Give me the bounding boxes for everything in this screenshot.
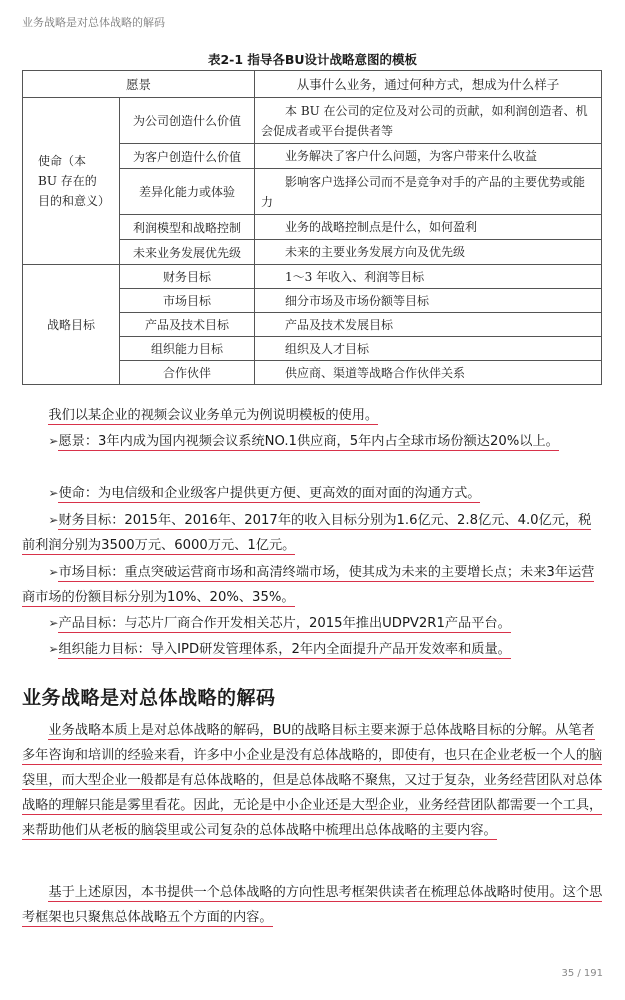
table-cell-desc xyxy=(255,144,602,169)
example-market xyxy=(22,560,604,610)
page-number: 35 / 191 xyxy=(561,968,603,979)
table-header-vision: 愿景 xyxy=(23,71,255,98)
mission-label: 使命（本 BU 存在的目的和意义） xyxy=(38,154,111,208)
table-cell-item: 利润模型和战略控制 xyxy=(120,215,255,240)
example-mission xyxy=(22,481,604,506)
section-paragraph-2 xyxy=(22,880,604,930)
table-cell-desc xyxy=(255,215,602,240)
table-cell-item: 产品及技术目标 xyxy=(120,313,255,337)
desc-text: 产品及技术发展目标 xyxy=(285,317,394,332)
bullet-icon: ➢ xyxy=(48,616,59,630)
bu-strategy-template-table xyxy=(22,70,602,385)
table-row xyxy=(23,265,602,289)
example-mission-text: 使命：为电信级和企业级客户提供更方便、更高效的面对面的沟通方式。 xyxy=(58,486,481,501)
table-cell-desc xyxy=(255,361,602,385)
table-row xyxy=(23,98,602,144)
section-paragraph-2-text: 基于上述原因，本书提供一个总体战略的方向性思考框架供读者在梳理总体战略时使用。这个思考框架也只聚焦总体战略五个方面的内容。 xyxy=(22,885,603,925)
example-vision-text: 愿景：3年内成为国内视频会议系统NO.1供应商，5年内占全球市场份额达20%以上。 xyxy=(58,434,559,449)
example-org xyxy=(22,637,604,662)
section-title: 业务战略是对总体战略的解码 xyxy=(22,687,276,709)
running-header: 业务战略是对总体战略的解码 xyxy=(22,16,165,29)
table-cell-item: 财务目标 xyxy=(120,265,255,289)
table-cell-desc xyxy=(255,169,602,215)
desc-text: 业务的战略控制点是什么，如何盈利 xyxy=(285,220,478,234)
mission-label-cell xyxy=(23,98,120,265)
bullet-icon: ➢ xyxy=(48,513,59,527)
bullet-icon: ➢ xyxy=(48,486,59,500)
section-paragraph-1-text: 业务战略本质上是对总体战略的解码，BU的战略目标主要来源于总体战略目标的分解。从笔者多年咨询和培训的经验来看，许多中小企业是没有总体战略的，即使有，也只在企业老板一个人的脑袋里，而大型企业一般都是有总体战略的，但是总体战略不聚焦，又过于复杂，业务经营团队对总体战略的理解只能是雾里看花。因此，无论是中小企业还是大型企业，业务经营团队都需要一个工具，来帮助他们从老板的脑袋里或公司复杂的总体战略中梳理出总体战略的主要内容。 xyxy=(22,723,603,838)
table-cell-item: 市场目标 xyxy=(120,289,255,313)
desc-text: 供应商、渠道等战略合作伙伴关系 xyxy=(285,365,466,380)
desc-text: 本 BU 在公司的定位及对公司的贡献，如利润创造者、机会促成者或平台提供者等 xyxy=(261,103,588,138)
table-cell-desc xyxy=(255,240,602,265)
table-cell-item: 为公司创造什么价值 xyxy=(120,98,255,144)
section-paragraph-1 xyxy=(22,718,604,843)
example-intro-text: 我们以某企业的视频会议业务单元为例说明模板的使用。 xyxy=(48,408,379,423)
desc-text: 业务解决了客户什么问题，为客户带来什么收益 xyxy=(285,149,538,163)
example-org-text: 组织能力目标：导入IPD研发管理体系，2年内全面提升产品开发效率和质量。 xyxy=(58,642,511,657)
table-cell-item: 合作伙伴 xyxy=(120,361,255,385)
desc-text: 影响客户选择公司而不是竞争对手的产品的主要优势或能力 xyxy=(261,174,586,209)
desc-text: 未来的主要业务发展方向及优先级 xyxy=(285,245,466,259)
example-product-text: 产品目标：与芯片厂商合作开发相关芯片，2015年推出UDPV2R1产品平台。 xyxy=(58,616,511,631)
table-header-row xyxy=(23,71,602,98)
goals-label-cell: 战略目标 xyxy=(23,265,120,385)
table-cell-item: 为客户创造什么价值 xyxy=(120,144,255,169)
table-caption: 表2-1 指导各BU设计战略意图的模板 xyxy=(207,52,418,67)
table-cell-item: 组织能力目标 xyxy=(120,337,255,361)
bullet-icon: ➢ xyxy=(48,565,59,579)
table-cell-desc xyxy=(255,337,602,361)
bullet-icon: ➢ xyxy=(48,434,59,448)
example-intro xyxy=(22,403,604,428)
example-product xyxy=(22,611,604,636)
table-header-description: 从事什么业务，通过何种方式，想成为什么样子 xyxy=(255,71,602,98)
bullet-icon: ➢ xyxy=(48,642,59,656)
table-cell-item: 差异化能力或体验 xyxy=(120,169,255,215)
desc-text: 1～3 年收入、利润等目标 xyxy=(285,269,425,284)
desc-text: 细分市场及市场份额等目标 xyxy=(285,293,430,308)
example-vision xyxy=(22,429,604,454)
example-financial xyxy=(22,508,604,558)
example-financial-text: 财务目标：2015年、2016年、2017年的收入目标分别为1.6亿元、2.8亿元、4.0亿元，税前利润分别为3500万元、6000万元、1亿元。 xyxy=(22,513,592,553)
table-cell-desc xyxy=(255,313,602,337)
table-cell-item: 未来业务发展优先级 xyxy=(120,240,255,265)
example-market-text: 市场目标：重点突破运营商市场和高清终端市场，使其成为未来的主要增长点；未来3年运营商市场的份额目标分别为10%、20%、35%。 xyxy=(22,565,595,605)
desc-text: 组织及人才目标 xyxy=(285,341,370,356)
table-cell-desc xyxy=(255,265,602,289)
table-cell-desc xyxy=(255,98,602,144)
table-cell-desc xyxy=(255,289,602,313)
